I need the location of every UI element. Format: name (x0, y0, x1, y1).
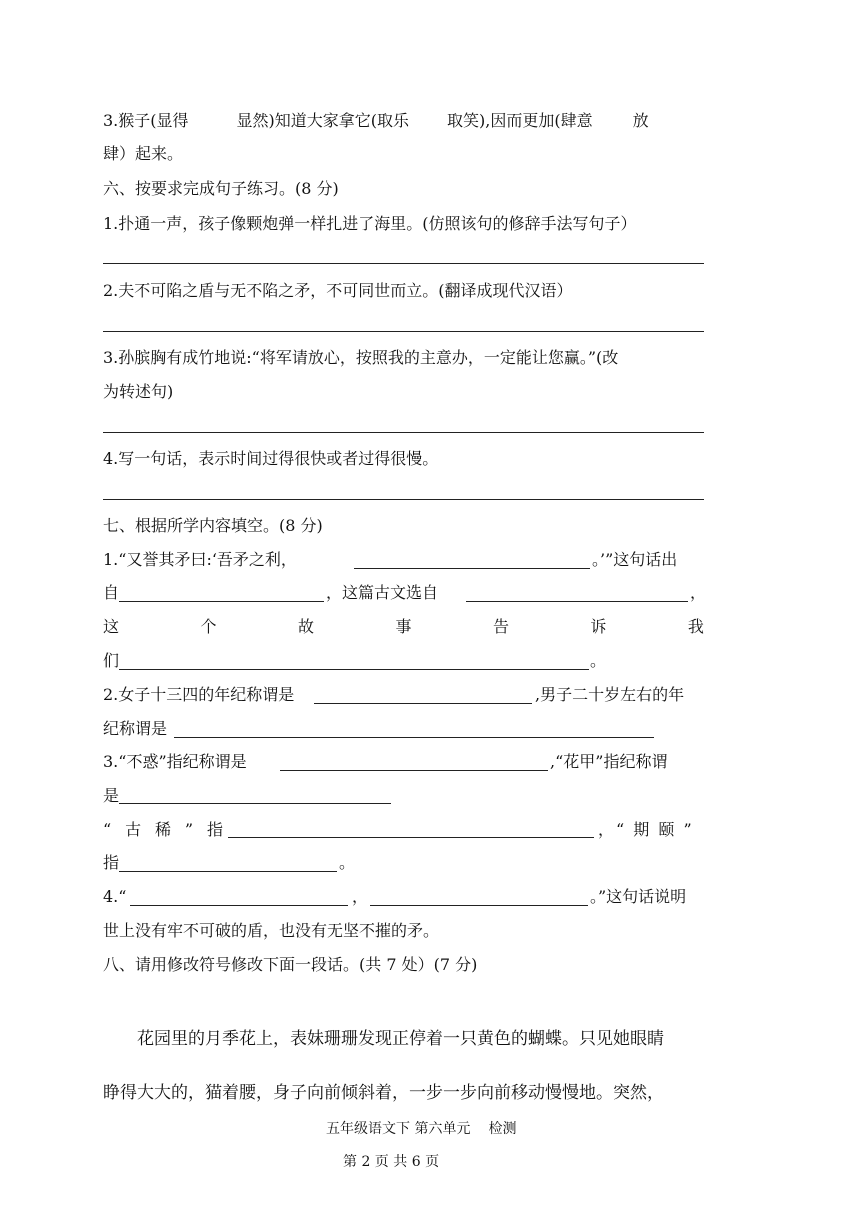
section7-q3-g: 。 (339, 853, 356, 872)
section6-q1-answer-line[interactable] (103, 263, 704, 264)
q3-d-char-0: “ (103, 820, 112, 839)
footer-page: 第 2 页 共 6 页 (343, 1154, 440, 1170)
section6-title: 六、按要求完成句子练习。(8 分) (103, 179, 339, 198)
q5-item3-opt3: 取笑),因而更加(肆意 (447, 111, 593, 130)
section7-q4-b: ， (352, 887, 369, 906)
section7-q2-blank1[interactable] (314, 703, 532, 704)
q5-item3-line2: 肆）起来。 (103, 144, 184, 163)
section6-q4: 4.写一句话，表示时间过得很快或者过得很慢。 (103, 449, 439, 468)
q3-d-char-1: 古 (125, 820, 142, 839)
section6-q2-answer-line[interactable] (103, 331, 704, 332)
q3-d-char-3: ” (184, 820, 194, 839)
section7-q3-e: ，“ 期 颐 ” (598, 820, 694, 839)
section7-q1-blank4[interactable] (119, 669, 589, 670)
q1-f-char-5: 诉 (590, 617, 607, 636)
section7-q1-a: 1.“又誉其矛曰:‘吾矛之利， (103, 550, 297, 569)
q1-f-char-3: 事 (395, 617, 412, 636)
section7-q1-blank3[interactable] (466, 601, 688, 602)
q3-d-char-2: 稀 (154, 820, 171, 839)
section7-q3-blank1[interactable] (280, 770, 548, 771)
section6-q3-line1: 3.孙膑胸有成竹地说:“将军请放心，按照我的主意办，一定能让您赢。”(改 (103, 348, 619, 367)
section7-q3-a: 3.“不惑”指纪称谓是 (103, 752, 247, 771)
section7-q4-d: 世上没有牢不可破的盾，也没有无坚不摧的矛。 (103, 921, 440, 940)
section7-q1-d: ，这篇古文选自 (326, 583, 439, 602)
footer-course-text: 五年级语文下 第六单元 (326, 1121, 471, 1137)
section8-title: 八、请用修改符号修改下面一段话。(共 7 处）(7 分) (103, 955, 478, 974)
section6-q3-answer-line[interactable] (103, 432, 704, 433)
section6-q4-answer-line[interactable] (103, 499, 704, 500)
footer-course (326, 1118, 516, 1138)
section7-q3-c: 是 (103, 786, 120, 805)
q5-item3-opt4: 放 (632, 111, 649, 130)
section7-q2-b: ,男子二十岁左右的年 (535, 685, 685, 704)
section7-q1-blank1[interactable] (354, 568, 590, 569)
section7-q1-c: 自 (103, 583, 120, 602)
section7-q1-e: ， (690, 583, 707, 602)
section7-q2-a: 2.女子十三四的年纪称谓是 (103, 685, 295, 704)
section7-q4-blank1[interactable] (130, 905, 348, 906)
section7-q2-c: 纪称谓是 (103, 719, 168, 738)
q1-f-char-6: 我 (687, 617, 704, 636)
q1-f-char-2: 故 (297, 617, 314, 636)
section7-q3-blank4[interactable] (119, 871, 337, 872)
section7-q4-c: 。”这句话说明 (590, 887, 687, 906)
section8-para-line1: 花园里的月季花上，表妹珊珊发现正停着一只黄色的蝴蝶。只见她眼睛 (137, 1029, 664, 1049)
section7-q1-blank2[interactable] (119, 601, 324, 602)
section7-q3-b: ,“花甲”指纪称谓 (550, 752, 668, 771)
section7-q1-g: 们 (103, 651, 120, 670)
section7-q1-h: 。 (590, 651, 607, 670)
section7-q2-blank2[interactable] (174, 737, 654, 738)
section6-q3-line2: 为转述句) (103, 382, 174, 401)
section7-q1-f-line (103, 616, 704, 638)
q1-f-char-4: 告 (492, 617, 509, 636)
section6-q1: 1.扑通一声，孩子像颗炮弹一样扎进了海里。(仿照该句的修辞手法写句子） (103, 214, 637, 233)
footer-test-text: 检测 (488, 1121, 517, 1137)
section7-q4-blank2[interactable] (370, 905, 588, 906)
q3-d-char-4: 指 (206, 820, 223, 839)
section8-para-line2: 睁得大大的，猫着腰，身子向前倾斜着，一步一步向前移动慢慢地。突然， (103, 1083, 664, 1103)
section7-q3-blank3[interactable] (228, 837, 594, 838)
section7-q3-blank2[interactable] (119, 803, 391, 804)
section7-q4-a: 4.“ (103, 887, 127, 906)
section7-q1-b: 。’”这句话出 (592, 550, 678, 569)
q1-f-char-0: 这 (103, 617, 120, 636)
section6-q2: 2.夫不可陷之盾与无不陷之矛，不可同世而立。(翻译成现代汉语） (103, 281, 573, 300)
section7-q3-f: 指 (103, 853, 120, 872)
section7-q3-d (103, 819, 223, 841)
q1-f-char-1: 个 (200, 617, 217, 636)
section7-title: 七、根据所学内容填空。(8 分) (103, 516, 323, 535)
q5-item3-opt2: 显然)知道大家拿它(取乐 (236, 111, 410, 130)
q5-item3-line1 (103, 110, 704, 132)
q5-item3-prefix: 3.猴子(显得 (103, 111, 189, 130)
